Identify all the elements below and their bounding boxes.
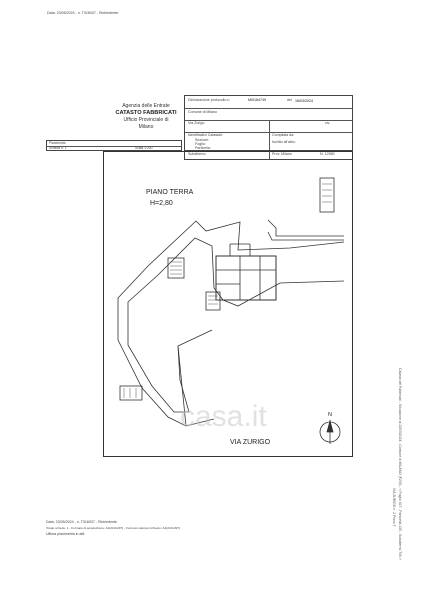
n-albo: N. 12980: [320, 152, 335, 156]
protocol-date: 18/03/2024: [295, 99, 313, 103]
scheda-scale: Scala 1:200: [135, 146, 153, 150]
protocol-label: Dichiarazione protocollo n.: [188, 98, 231, 102]
prov: Prov. Milano: [272, 152, 292, 156]
particella: Particella:: [195, 146, 211, 150]
sezione: Sezione:: [195, 138, 209, 142]
plan-height: H=2,80: [150, 200, 173, 207]
iscritto: Iscritto all'albo:: [272, 140, 296, 144]
side-text-2: VIA ZURIGO n. 2 Piano T: [392, 488, 396, 527]
foglio: Foglio:: [195, 142, 206, 146]
subalterno: Subalterno:: [188, 152, 207, 156]
north-label: N: [328, 412, 332, 418]
agency-line1: Agenzia delle Entrate: [122, 103, 170, 109]
watermark: casa.it: [180, 400, 267, 433]
top-stamp: Data: 23/05/2024 - n. T316037 - Richiedente:: [47, 11, 120, 15]
footer-line3: Ultima planimetria in atti: [46, 532, 85, 536]
protocol-date-label: del: [287, 98, 292, 102]
agency-line4: Milano: [138, 124, 154, 130]
comune: Comune di Milano: [188, 110, 217, 114]
via: Via Zurigo: [188, 121, 205, 125]
street-label: VIA ZURIGO: [230, 439, 271, 446]
footer-line2: Totale schede: 1 - Formato di acquisizione: A4(210x297) - Formato stampa richiesto: A4(210x297): [46, 526, 181, 530]
agency-line2: CATASTO FABBRICATI: [115, 110, 177, 116]
unit-outline: [216, 256, 276, 300]
agency-line3: Ufficio Provinciale di: [123, 117, 169, 123]
scheda-label: Planimetria: [49, 141, 66, 145]
plan-title: PIANO TERRA: [146, 189, 194, 196]
compilata-da: Compilata da:: [272, 133, 295, 137]
north-arrow-icon: [320, 420, 340, 444]
identificativi: Identificativi Catastali:: [188, 133, 223, 137]
side-text-1: Catasto dei Fabbricati - Situazione al 23/05/2024 - Comune di MILANO (F205) - < Foglio 417 - Particella 135 - Subalterno 706 >: [398, 368, 402, 560]
civ: civ.: [325, 121, 331, 125]
protocol-value: MI0164749: [248, 98, 266, 102]
footer-line1: Data: 23/05/2024 - n. T316037 - Richiedente: [46, 520, 118, 524]
scheda-number: Scheda n. 1: [49, 146, 67, 150]
